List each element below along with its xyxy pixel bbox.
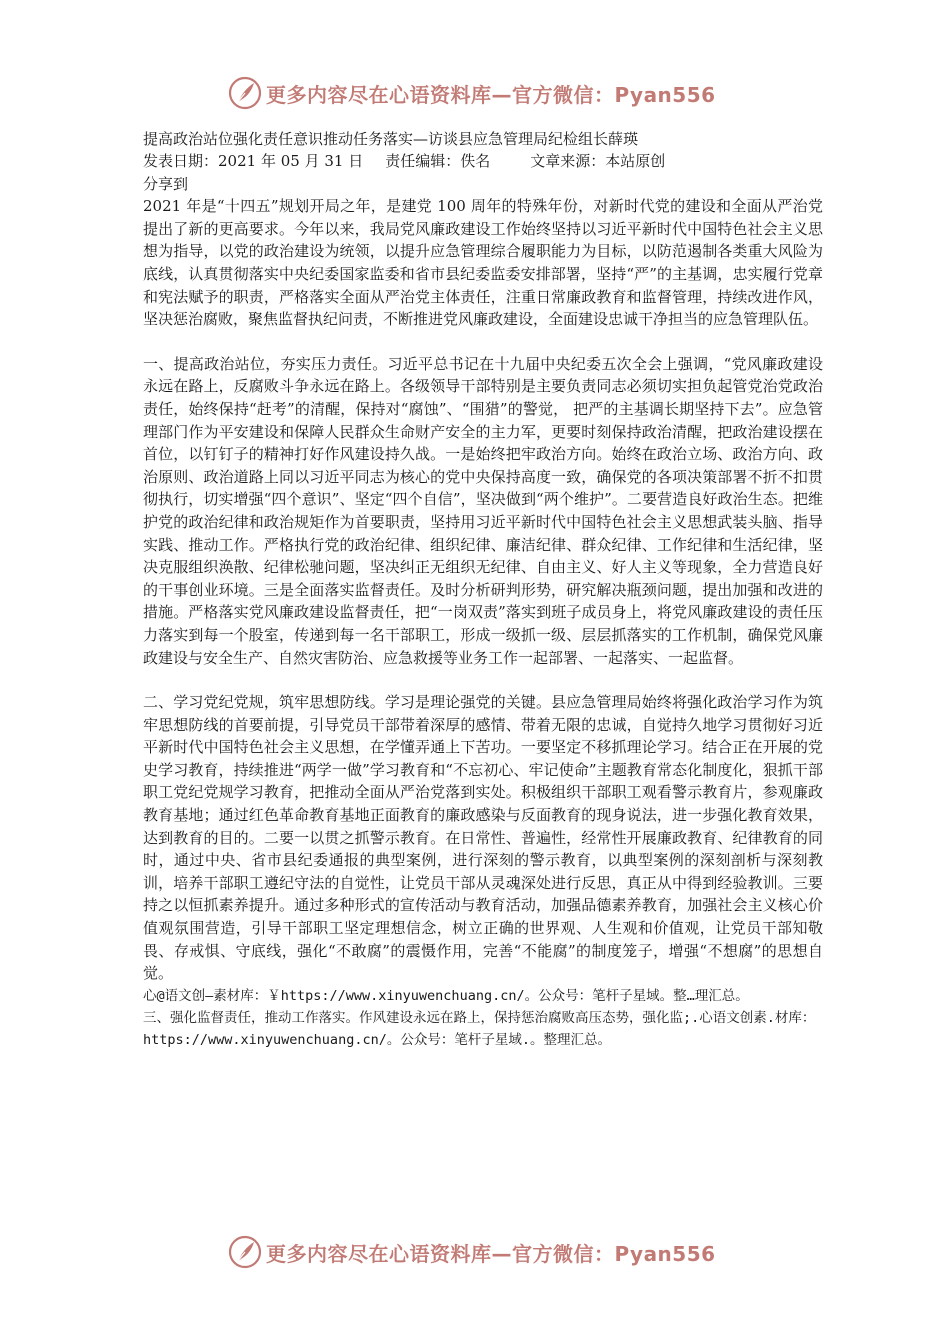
editor: 责任编辑：佚名 — [385, 152, 491, 171]
publish-date: 发表日期：2021 年 05 月 31 日 — [143, 152, 364, 171]
footer-banner — [228, 1232, 748, 1272]
banner-text: 更多内容尽在心语资料库—官方微信：Pyan556 — [266, 1241, 716, 1266]
feather-quill-logo-icon — [228, 1235, 262, 1269]
section-two-paragraph: 二、学习党纪党规，筑牢思想防线。学习是理论强党的关键。县应急管理局始终将强化政治学习作为筑牢思想防线的首要前提，引导党员干部带着深厚的感情、带着无限的忠诚，自觉持久地学习贯彻好习近平新时代中国特色社会主义思想，在学懂弄通上下苦功。一要坚定不移抓理论学习。结合正在开展的党史学习教育，持续推进“两学一做”学习教育和“不忘初心、牢记使命”主题教育常态化制度化，狠抓干部职工党纪党规学习教育，把推动全面从严治党落到实处。积极组织干部职工观看警示教育片，参观廉政教育基地；通过红色革命教育基地正面教育的廉政感染与反面教育的现身说法，进一步强化教育效果，达到教育的目的。二要一以贯之抓警示教育。在日常性、普遍性，经常性开展廉政教育、纪律教育的同时，通过中央、省市县纪委通报的典型案例，进行深刻的警示教育，以典型案例的深刻剖析与深刻教训，培养干部职工遵纪守法的自觉性，让党员干部从灵魂深处进行反思，真正从中得到经验教训。三要持之以恒抓素养提升。通过多种形式的宣传活动与教育活动，加强品德素养教育，加强社会主义核心价值观氛围营造，引导干部职工坚定理想信念，树立正确的世界观、人生观和价值观，让党员干部知敬畏、存戒惧、守底线，强化“不敢腐”的震慑作用，完善“不能腐”的制度笼子，增强“不想腐”的思想自觉。 — [143, 693, 823, 983]
article-title: 提高政治站位强化责任意识推动任务落实—访谈县应急管理局纪检组长薛瑛 — [143, 130, 639, 148]
section-three-paragraph: 三、强化监督责任，推动工作落实。作风建设永远在路上，保持惩治腐败高压态势，强化监;.心语文创素.材库：https://www.xinyuwenchuang.cn/。公众号：笔杆子星域.。整理汇总。 — [143, 1009, 816, 1048]
share-link[interactable]: 分享到 — [143, 174, 189, 193]
article-meta — [143, 150, 823, 172]
intro-paragraph: 2021 年是“十四五”规划开局之年，是建党 100 周年的特殊年份，对新时代党的建设和全面从严治党提出了新的更高要求。今年以来，我局党风廉政建设工作始终坚持以习近平新时代中国特色社会主义思想为指导，以党的政治建设为统领，以提升应急管理综合履职能力为目标，以防范遏制各类重大风险为底线，认真贯彻落实中央纪委国家监委和省市县纪委监委安排部署，坚持“严”的主基调，忠实履行党章和宪法赋予的职责，严格落实全面从严治党主体责任，注重日常廉政教育和监督管理，持续改进作风，坚决惩治腐败，聚焦监督执纪问责，不断推进党风廉政建设，全面建设忠诚干净担当的应急管理队伍。 — [143, 197, 823, 329]
article — [143, 128, 823, 1051]
section-one-paragraph: 一、提高政治站位，夯实压力责任。习近平总书记在十九届中央纪委五次全会上强调，“党风廉政建设永远在路上，反腐败斗争永远在路上。各级领导干部特别是主要负责同志必须切实担负起管党治党政治责任，始终保持“赶考”的清醒，保持对“腐蚀”、“围猎”的警觉， 把严的主基调长期坚持下去”。应急管理部门作为平安建设和保障人民群众生命财产安全的主力军，更要时刻保持政治清醒，把政治建设摆在首位，以钉钉子的精神打好作风建设持久战。一是始终把牢政治方向。始终在政治立场、政治方向、政治原则、政治道路上同以习近平同志为核心的党中央保持高度一致，确保党的各项决策部署不折不扣贯彻执行，切实增强“四个意识”、坚定“四个自信”，坚决做到“两个维护”。二要营造良好政治生态。把维护党的政治纪律和政治规矩作为首要职责，坚持用习近平新时代中国特色社会主义思想武装头脑、指导实践、推动工作。严格执行党的政治纪律、组织纪律、廉洁纪律、群众纪律、工作纪律和生活纪律，坚决克服组织涣散、纪律松驰问题，坚决纠正无组织无纪律、自由主义、好人主义等现象，全力营造良好的干事创业环境。三是全面落实监督责任。及时分析研判形势，研究解决瓶颈问题，提出加强和改进的措施。严格落实党风廉政建设监督责任，把“一岗双责”落实到班子成员身上，将党风廉政建设的责任压力落实到每一个股室，传递到每一名干部职工，形成一级抓一级、层层抓落实的工作机制，确保党风廉政建设与安全生产、自然灾害防治、应急救援等业务工作一起部署、一起落实、一起监督。 — [143, 354, 823, 667]
source: 文章来源：本站原创 — [530, 152, 666, 171]
header-banner — [228, 73, 748, 113]
source-notice: 心@语文创—素材库：￥https://www.xinyuwenchuang.cn/。公众号：笔杆子星域。整…理汇总。 — [143, 987, 749, 1004]
feather-quill-logo-icon — [228, 76, 262, 110]
banner-text: 更多内容尽在心语资料库—官方微信：Pyan556 — [266, 82, 716, 107]
